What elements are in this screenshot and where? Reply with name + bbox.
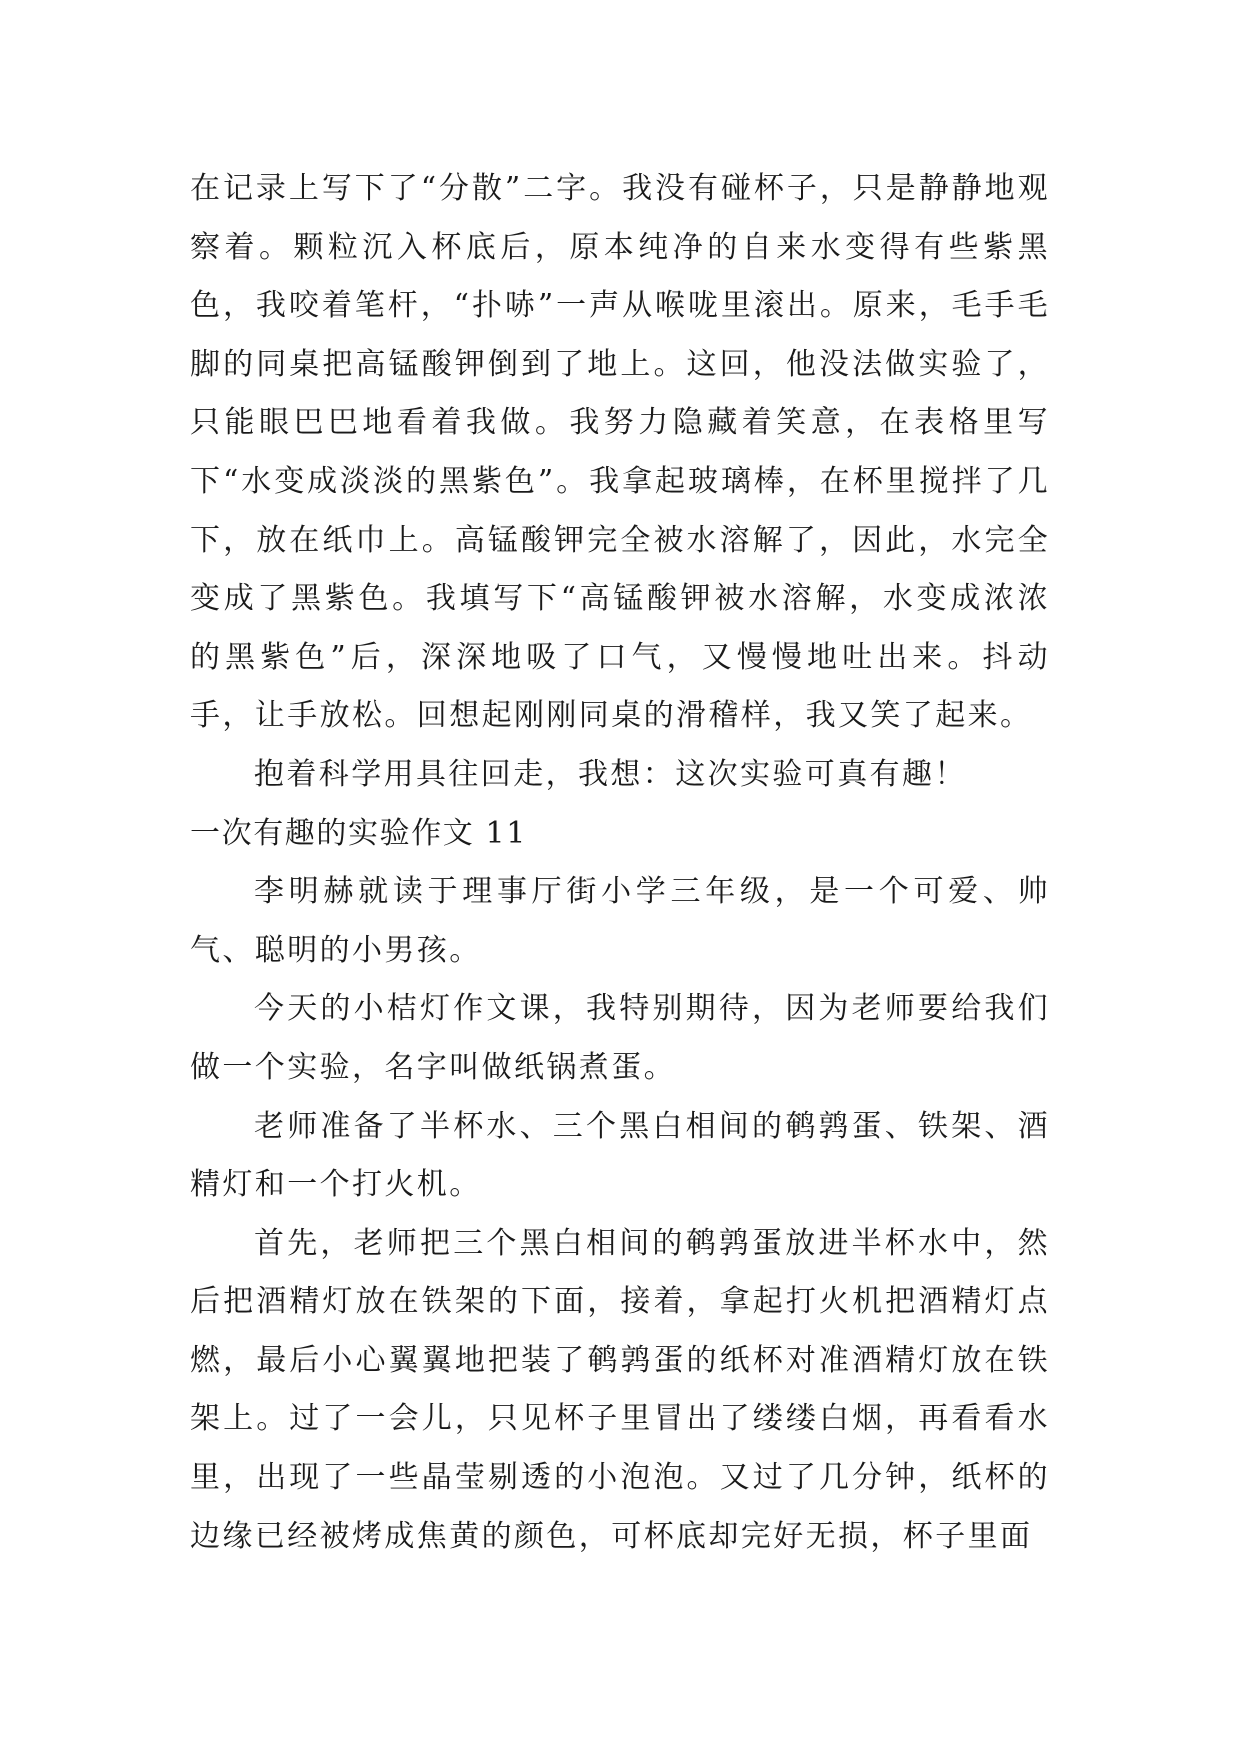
paragraph-materials: 老师准备了半杯水、三个黑白相间的鹌鹑蛋、铁架、酒精灯和一个打火机。 xyxy=(190,1108,1050,1203)
document-body xyxy=(190,160,1050,1566)
paragraph-class: 今天的小桔灯作文课，我特别期待，因为老师要给我们做一个实验，名字叫做纸锅煮蛋。 xyxy=(190,991,1050,1085)
paragraph-intro: 李明赫就读于理事厅街小学三年级，是一个可爱、帅气、聪明的小男孩。 xyxy=(190,874,1050,968)
paragraph-procedure: 首先，老师把三个黑白相间的鹌鹑蛋放进半杯水中，然后把酒精灯放在铁架的下面，接着，拿起打火机把酒精灯点燃，最后小心翼翼地把装了鹌鹑蛋的纸杯对准酒精灯放在铁架上。过了一会儿，只见杯子里冒出了缕缕白烟，再看看水里，出现了一些晶莹剔透的小泡泡。又过了几分钟，纸杯的边缘已经被烤成焦黄的颜色，可杯底却完好无损，杯子里面 xyxy=(190,1225,1050,1554)
paragraph-conclusion: 抱着科学用具往回走，我想：这次实验可真有趣！ xyxy=(254,756,967,792)
section-title: 一次有趣的实验作文 11 xyxy=(190,815,527,851)
paragraph-continuation: 在记录上写下了“分散”二字。我没有碰杯子，只是静静地观察着。颗粒沉入杯底后，原本纯净的自来水变得有些紫黑色，我咬着笔杆，“扑哧”一声从喉咙里滚出。原来，毛手毛脚的同桌把高锰酸钾倒到了地上。这回，他没法做实验了，只能眼巴巴地看着我做。我努力隐藏着笑意，在表格里写下“水变成淡淡的黑紫色”。我拿起玻璃棒，在杯里搅拌了几下，放在纸巾上。高锰酸钾完全被水溶解了，因此，水完全变成了黑紫色。我填写下“高锰酸钾被水溶解，水变成浓浓的黑紫色”后，深深地吸了口气，又慢慢地吐出来。抖动手，让手放松。回想起刚刚同桌的滑稽样，我又笑了起来。 xyxy=(190,171,1050,734)
